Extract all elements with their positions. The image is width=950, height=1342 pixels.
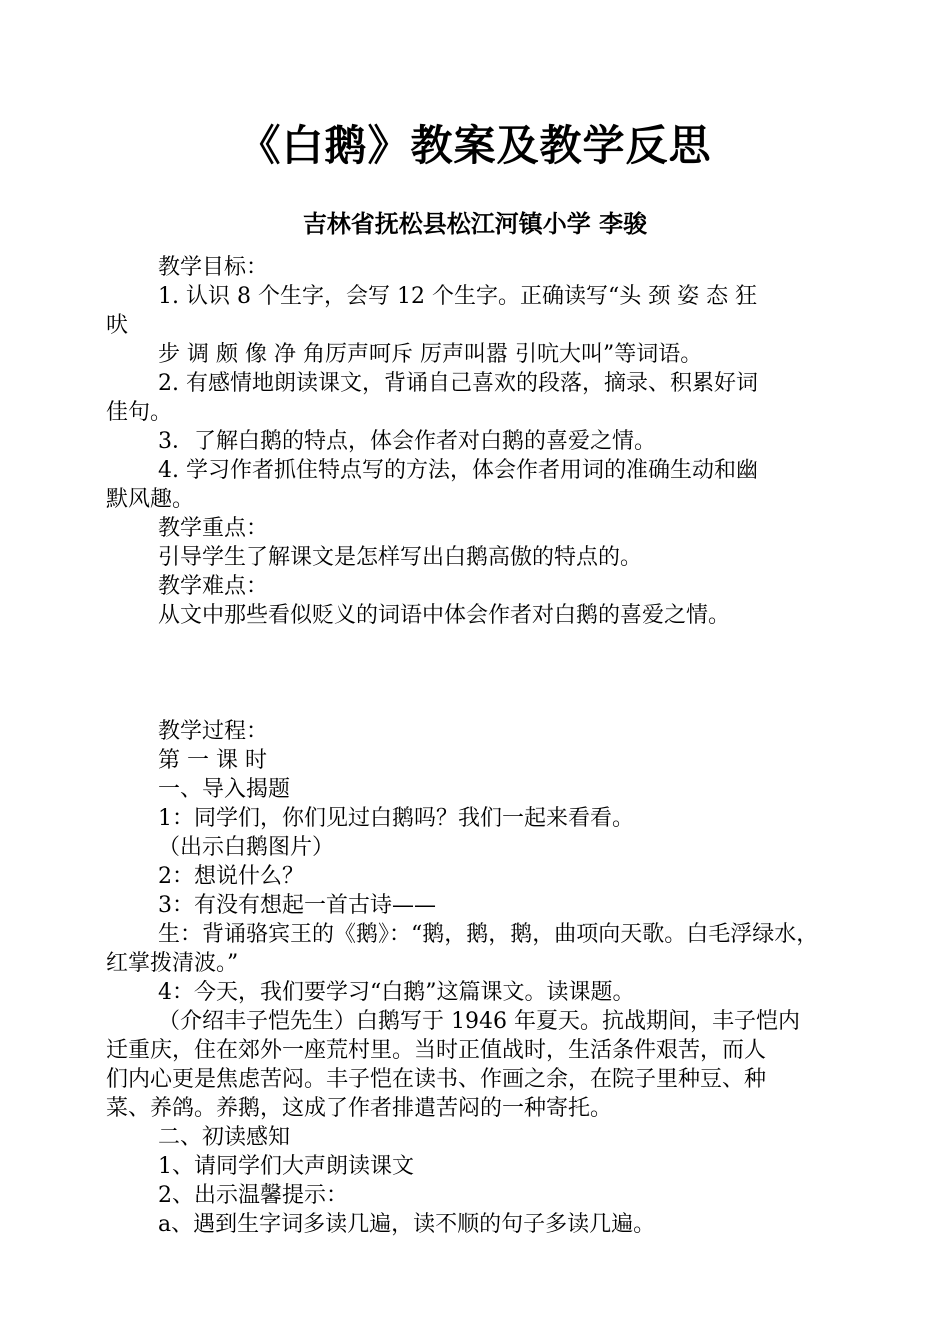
reading-step-1: 1、请同学们大声朗读课文 (158, 1154, 414, 1179)
blank-space (106, 630, 850, 717)
section-heading-key-points: 教学重点： (158, 516, 269, 541)
objective-1-line-2: 吠 (106, 313, 129, 338)
step-1-note: （出示白鹅图片） (158, 835, 335, 860)
reading-step-2: 2、出示温馨提示： (158, 1183, 348, 1208)
objective-2-line-2: 佳句。 (106, 400, 173, 425)
objective-4-line-1: 4. 学习作者抓住特点写的方法，体会作者用词的准确生动和幽 (158, 458, 758, 483)
objective-1-line-3: 步 调 颇 像 净 角厉声呵斥 厉声叫嚣 引吭大叫”等词语。 (158, 342, 703, 367)
author-intro-line-3: 们内心更是焦虑苦闷。丰子恺在读书、作画之余，在院子里种豆、种 (106, 1067, 767, 1092)
section-heading-difficulties: 教学难点： (158, 574, 269, 599)
key-point-text: 引导学生了解课文是怎样写出白鹅高傲的特点的。 (158, 545, 643, 570)
section-heading-objectives: 教学目标： (158, 255, 269, 280)
author-intro-line-2: 迁重庆，住在郊外一座荒村里。当时正值战时，生活条件艰苦，而人 (106, 1038, 767, 1063)
document-body (106, 253, 850, 1239)
author-intro-line-4: 菜、养鸽。养鹅，这成了作者排遣苦闷的一种寄托。 (106, 1096, 613, 1121)
document-title: 《白鹅》教案及教学反思 (238, 121, 712, 170)
step-3-text: 3：有没有想起一首古诗—— (158, 893, 436, 918)
reading-tip-a: a、遇到生字词多读几遍，读不顺的句子多读几遍。 (158, 1212, 656, 1237)
poem-line-1: 生：背诵骆宾王的《鹅》：“鹅，鹅，鹅，曲项向天歌。白毛浮绿水， (158, 922, 819, 947)
step-2-text: 2：想说什么？ (158, 864, 304, 889)
poem-line-2: 红掌拨清波。” (106, 951, 239, 976)
lesson-heading: 第 一 课 时 (158, 748, 267, 773)
objective-1-line-1: 1. 认识 8 个生字，会写 12 个生字。正确读写“头 颈 姿 态 狂 (158, 284, 758, 309)
author-intro-line-1: （介绍丰子恺先生）白鹅写于 1946 年夏天。抗战期间，丰子恺内 (158, 1009, 800, 1034)
step-4-text: 4：今天，我们要学习“白鹅”这篇课文。读课题。 (158, 980, 635, 1005)
step-1-text: 1：同学们，你们见过白鹅吗？我们一起来看看。 (158, 806, 634, 831)
step-heading-first-reading: 二、初读感知 (158, 1125, 291, 1150)
document-author: 吉林省抚松县松江河镇小学 李骏 (302, 210, 648, 238)
step-heading-introduction: 一、导入揭题 (158, 777, 291, 802)
difficulty-text: 从文中那些看似贬义的词语中体会作者对白鹅的喜爱之情。 (158, 603, 731, 628)
objective-2-line-1: 2. 有感情地朗读课文，背诵自己喜欢的段落，摘录、积累好词 (158, 371, 758, 396)
section-heading-process: 教学过程： (158, 719, 269, 744)
objective-4-line-2: 默风趣。 (106, 487, 195, 512)
objective-3: 3．了解白鹅的特点，体会作者对白鹅的喜爱之情。 (158, 429, 656, 454)
